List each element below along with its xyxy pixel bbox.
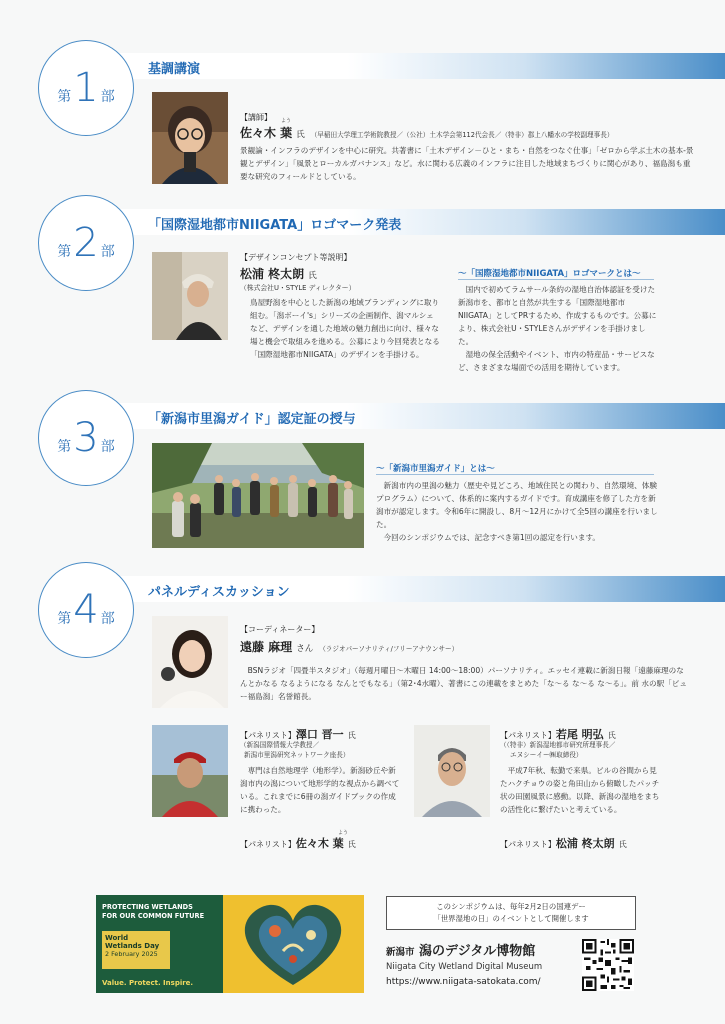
- part-prefix: 第: [57, 611, 72, 627]
- part-number: 2: [73, 220, 99, 266]
- part-suffix: 部: [100, 439, 115, 455]
- panelist-sawaguchi-name: 澤口 晋一: [295, 728, 344, 741]
- guide-about-heading: ～「新潟市里潟ガイド」とは～: [376, 464, 495, 474]
- guide-about-paragraph-2: 今回のシンポジウムでは、記念すべき第1回の認定を行います。: [383, 533, 601, 542]
- banner-slogan: Value. Protect. Inspire.: [102, 979, 194, 987]
- logo-about-paragraph-1: 国内で初めてラムサール条約の湿地自治体認証を受けた新潟市を、都市と自然が共生する「国際湿地都市NIIGATA」としてPRするため、作成するものです。公募により、株式会社U・STYLEさんがデザインを手掛けました。: [458, 285, 657, 346]
- part-suffix: 部: [100, 89, 115, 105]
- guide-about-rule: [376, 474, 654, 475]
- digital-museum-info: [386, 940, 542, 987]
- speaker-sasaki-name: 佐々木 葉: [240, 126, 293, 140]
- part-prefix: 第: [57, 244, 72, 260]
- wwd-title-2: Wetlands Day: [105, 942, 160, 950]
- part-prefix: 第: [57, 439, 72, 455]
- notice-line-1: このシンポジウムは、毎年2月2日の国連デー: [436, 902, 586, 911]
- panelist-wakao-honorific: 氏: [607, 731, 616, 740]
- speaker-sasaki-role: 【講師】: [240, 113, 272, 122]
- section-1-badge: [38, 40, 134, 136]
- qr-code[interactable]: [582, 939, 634, 991]
- speaker-matsuura-bio: 鳥屋野潟を中心とした新潟の地域ブランディングに取り組む。「潟ボーイ's」シリーズの企画制作、潟マルシェなど、デザインを通した地域の魅力創出に向け、様々な場と機会で取組みを進める。公募により今回発表となる「国際湿地都市NIIGATA」のデザインを手掛ける。: [250, 298, 440, 359]
- museum-url-link[interactable]: https://www.niigata-satokata.com/: [386, 977, 541, 987]
- banner-text-panel: [96, 895, 223, 993]
- coordinator-bio: BSNラジオ「四畳半スタジオ」（毎週月曜日～木曜日 14:00～18:00）パーソナリティ。エッセイ連載に新潟日報「遠藤麻理のなんとかなる なるようになる なんとでもなる」（第2･4水曜）、著書にこの連載をまとめた「な～る な～る な～る」。前 水の駅「ビュー福島潟」名誉館長。: [240, 666, 687, 701]
- section-3-badge: [38, 390, 134, 486]
- logo-about-paragraph-2: 湿地の保全活動やイベント、市内の特産品・サービスなど、さまざまな場面での活用を期待しています。: [458, 350, 655, 372]
- panelist-sawaguchi-affiliation-1: （新潟国際情報大学教授／: [240, 741, 320, 749]
- extra-panelist-matsuura: [500, 835, 627, 851]
- extra-panelist-sasaki-ruby: よう: [338, 830, 349, 836]
- part-suffix: 部: [100, 611, 115, 627]
- part-number: 1: [73, 65, 99, 111]
- speaker-matsuura-affiliation: （株式会社U・STYLE ディレクター）: [240, 284, 356, 292]
- section-4-badge: [38, 562, 134, 658]
- un-day-notice: [386, 896, 636, 930]
- part-suffix: 部: [100, 244, 115, 260]
- speaker-sasaki-affiliation: （早稲田大学理工学術院教授／（公社）土木学会第112代会長／（特非）郡上八幡水の学校副理事長）: [310, 131, 614, 139]
- panelist-sawaguchi-honorific: 氏: [347, 731, 356, 740]
- speaker-sasaki-ruby: よう: [281, 118, 292, 124]
- museum-name: 潟のデジタル博物館: [419, 944, 536, 959]
- speaker-matsuura-honorific: 氏: [308, 271, 317, 281]
- section-4-title: パネルディスカッション: [148, 585, 290, 600]
- wwd-title-1: World: [105, 934, 129, 942]
- panelist-sawaguchi-role: 【パネリスト】: [240, 731, 296, 740]
- panelist-sawaguchi-photo: [152, 725, 228, 817]
- coordinator-role: 【コーディネーター】: [240, 625, 320, 634]
- logo-about-heading: ～「国際湿地都市NIIGATA」ロゴマークとは～: [458, 269, 641, 279]
- part-number: 4: [73, 587, 99, 633]
- logo-about-text: [458, 283, 658, 374]
- extra-panelist-sasaki: [240, 835, 356, 851]
- section-3-title: 「新潟市里潟ガイド」認定証の授与: [148, 412, 356, 427]
- panelist-sawaguchi-bio: 専門は自然地理学（地形学）。新潟砂丘や新潟市内の潟について地形学的な視点から調べている。これまでに6冊の潟ガイドブックの作成に携わった。: [240, 766, 400, 814]
- panelist-wakao-photo: [414, 725, 490, 817]
- panelist-sawaguchi-affiliation: [240, 740, 350, 760]
- speaker-matsuura-photo: [152, 252, 228, 340]
- coordinator-affiliation: （ラジオパーソナリティ/フリーアナウンサー）: [319, 645, 459, 653]
- speaker-matsuura-name: 松浦 柊太朗: [240, 267, 305, 281]
- logo-about-rule: [458, 279, 654, 280]
- extra-panelist-matsuura-honorific: 氏: [618, 840, 627, 849]
- speaker-sasaki-photo: [152, 92, 228, 184]
- guide-about-paragraph-1: 新潟市内の里潟の魅力（歴史や見どころ、地域住民との関わり、自然環境、体験プログラム）について、体系的に案内するガイドです。育成講座を修了した方を新潟市が認定します。令和6年に開設し、8月～12月にかけて全5回の講座を行いました。: [376, 481, 658, 529]
- museum-title: [386, 940, 542, 959]
- section-1-title: 基調講演: [148, 62, 201, 77]
- museum-city: 新潟市: [386, 947, 415, 958]
- part-prefix: 第: [57, 89, 72, 105]
- museum-name-en: Niigata City Wetland Digital Museum: [386, 962, 543, 972]
- panelist-wakao-name: 若尾 明弘: [555, 728, 604, 741]
- guide-about-text: [376, 479, 658, 544]
- wwd-logo-box: [102, 931, 170, 969]
- extra-panelist-sasaki-role: 【パネリスト】: [240, 840, 296, 849]
- coordinator-endo-photo: [152, 616, 228, 708]
- notice-line-2: 「世界湿地の日」のイベントとして開催します: [433, 914, 589, 923]
- panelist-wakao-role: 【パネリスト】: [500, 731, 556, 740]
- coordinator-name-line: [240, 638, 458, 655]
- speaker-matsuura-name-line: [240, 265, 317, 282]
- speaker-sasaki-honorific: 氏: [296, 130, 305, 140]
- speaker-sasaki-bio: 景観論・インフラのデザインを中心に研究。共著書に「土木デザイン－ひと・まち・自然をつなぐ仕事」「ゼロから学ぶ土木の基本-景観とデザイン」「風景とローカルガバナンス」など。水に関わる広義のインフラに注目した地域まちづくりに関心があり、福島潟も重要な研究のフィールドとしている。: [240, 146, 694, 181]
- part-number: 3: [73, 415, 99, 461]
- panelist-wakao-affiliation: [500, 740, 615, 760]
- speaker-sasaki-name-line: [240, 124, 613, 141]
- speaker-matsuura-role: 【デザインコンセプト等説明】: [240, 253, 352, 262]
- extra-panelist-matsuura-role: 【パネリスト】: [500, 840, 556, 849]
- panelist-wakao-affiliation-2: エヌシーイー㈱取締役）: [510, 751, 583, 759]
- section-2-title: 「国際湿地都市NIIGATA」ロゴマーク発表: [148, 218, 402, 233]
- panelist-wakao-bio: 平成7年秋、転勤で来県。ビルの谷間から見たハクチョウの姿と角田山から俯瞰したパッチ状の田園風景に感動。以降、新潟の湿地をまちの活性化に繋げたいと考えている。: [500, 766, 660, 814]
- section-2-badge: [38, 195, 134, 291]
- world-wetlands-day-banner: [96, 895, 364, 993]
- wwd-date: 2 February 2025: [105, 950, 158, 958]
- panelist-sawaguchi-affiliation-2: 新潟市里潟研究ネットワーク座長）: [244, 751, 350, 759]
- guide-group-photo: [152, 443, 364, 548]
- coordinator-name: 遠藤 麻理: [240, 640, 293, 654]
- banner-headline-1: PROTECTING WETLANDS: [102, 903, 193, 911]
- extra-panelist-sasaki-honorific: 氏: [347, 840, 356, 849]
- heart-illustration: [223, 895, 364, 993]
- extra-panelist-matsuura-name: 松浦 柊太朗: [555, 837, 615, 850]
- coordinator-honorific: さん: [296, 644, 314, 654]
- extra-panelist-sasaki-name: 佐々木 葉: [295, 837, 344, 850]
- panelist-wakao-affiliation-1: （（特非）新潟湿地都市研究所理事長／: [500, 741, 616, 749]
- banner-headline-2: FOR OUR COMMON FUTURE: [102, 912, 205, 920]
